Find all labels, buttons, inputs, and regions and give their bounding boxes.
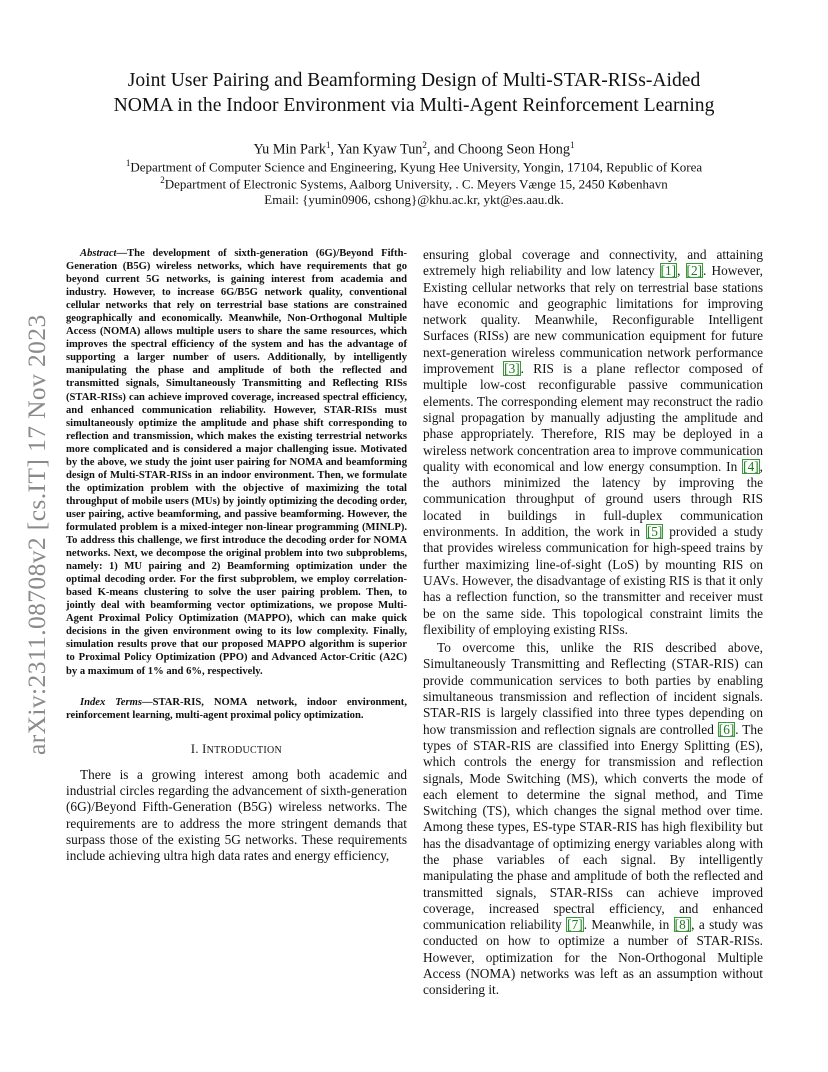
- abstract: [66, 247, 407, 678]
- citation-link[interactable]: [8]: [674, 917, 691, 933]
- citation-link[interactable]: [6]: [718, 721, 735, 737]
- author-name: Yu Min Park: [253, 141, 327, 158]
- body-paragraph: [423, 640, 763, 999]
- title-line-2: NOMA in the Indoor Environment via Multi-Agent Reinforcement Learning: [113, 95, 715, 116]
- text-run: provided a study that provides wireless communication for high-speed trains by further maximizing line-of-sight (LoS) by mounting RIS on UAVs. However, the disadvantage of existing RIS is that it only has a reflection function, so the transmitter and receiver must be on the same side. This topological constraint limits the flexibility of employing existing RISs.: [423, 524, 763, 637]
- index-terms-label: Index Terms: [80, 696, 142, 708]
- citation-link[interactable]: [3]: [504, 361, 520, 377]
- right-column: [423, 247, 763, 999]
- affiliation-mark: 2: [160, 175, 165, 185]
- affiliation-text: Department of Computer Science and Engineering, Kyung Hee University, Yongin, 17104, Republic of Korea: [130, 159, 703, 175]
- author-list: Yu Min Park$^1$, Yan Kyaw Tun$^2$, and Choong Seon Hong$^1$: [253, 140, 575, 158]
- intro-paragraph: There is a growing interest among both academic and industrial circles regarding the advancement of sixth-generation (6G)/Beyond Fifth-Generation (B5G) wireless networks. The requirements are to address the more stringent demands that surpass those of the existing 5G networks. These requirements include achieving ultra high data rates and energy efficiency,: [66, 766, 407, 864]
- arxiv-identifier: arXiv:2311.08708v2 [cs.IT] 17 Nov 2023: [22, 314, 51, 755]
- citation-link[interactable]: [1]: [660, 263, 677, 279]
- text-run: . RIS is a plane reflector composed of multiple low-cost reconfigurable passive communication elements. The corresponding element may reconstruct the radio signal propagation by manually adjusting the amplitude and phase appropriately. Therefore, RIS may be deployed in a wireless network concentration area to improve communication quality with economical and low energy consumption. In: [423, 361, 763, 474]
- text-run: . The types of STAR-RIS are classified into Energy Splitting (ES), which controls the energy for transmission and reflection signals, Mode Switching (MS), which converts the mode of each element to determine the signal method, and Time Switching (TS), which changes the signal method over time. Among these types, ES-type STAR-RIS has high flexibility but has the disadvantage of optimizing energy variables along with the phase variables of each signal. By intelligently manipulating the phase and amplitude of both the reflected and transmitted signals, STAR-RISs can achieve improved coverage, increased spectral efficiency, and enhanced communication reliability: [423, 721, 763, 933]
- author-name: Choong Seon Hong: [458, 141, 570, 158]
- abstract-text: —The development of sixth-generation (6G)/Beyond Fifth-Generation (B5G) wireless networks, which have requirements that go beyond current 5G networks, is gaining interest from academia and industry. However, to increase 6G/B5G network quality, conventional cellular networks that rely on terrestrial base stations are constrained geographically and economically. Meanwhile, Non-Orthogonal Multiple Access (NOMA) allows multiple users to share the same resources, which improves the spectral efficiency of the system and has the advantage of supporting a larger number of users. Additionally, by intelligently manipulating the phase and amplitude of both the reflected and transmitted signals, Simultaneously Transmitting and Reflecting RISs (STAR-RISs) can achieve improved coverage, increased spectral efficiency, and enhanced communication reliability. However, STAR-RISs must simultaneously optimize the amplitude and phase shift corresponding to reflection and transmission, which makes the existing terrestrial networks more complicated and is considered a major challenging issue. Motivated by the above, we study the joint user pairing for NOMA and beamforming design of Multi-STAR-RISs in an indoor environment. Then, we formulate the optimization problem with the objective of maximizing the total throughput of mobile users (MUs) by jointly optimizing the decoding order, user pairing, active beamforming, and passive beamforming. However, the formulated problem is a mixed-integer non-linear programming (MINLP). To address this challenge, we first introduce the decoding order for NOMA networks. Next, we decompose the original problem into two subproblems, namely: 1) MU pairing and 2) Beamforming optimization under the optimal decoding order. For the first subproblem, we employ correlation-based K-means clustering to solve the user pairing problem. Then, to jointly deal with beamforming vector optimizations, we propose Multi-Agent Proximal Policy Optimization (MAPPO), which can make quick decisions in the given environment owing to its low complexity. Finally, simulation results prove that our proposed MAPPO algorithm is superior to Proximal Policy Optimization (PPO) and Advanced Actor-Critic (A2C) by a maximum of 1% and 6%, respectively.: [66, 248, 407, 677]
- affiliation-mark: 1: [569, 140, 575, 150]
- text-run: . However, Existing cellular networks that rely on terrestrial base stations have economic and geographic limitations for improving network quality. Meanwhile, Reconfigurable Intelligent Surfaces (RISs) are new communication equipment for future next-generation wireless communication network performance improvement: [423, 263, 763, 377]
- affiliation-mark: 1: [326, 140, 331, 150]
- affiliation-text: Department of Electronic Systems, Aalborg University, . C. Meyers Vænge 15, 2450 København: [164, 176, 668, 192]
- affiliation-mark: 1: [125, 158, 131, 168]
- affiliation-1: [60, 158, 768, 175]
- paper-title: [60, 68, 768, 118]
- abstract-label: Abstract: [80, 248, 117, 259]
- left-column: [66, 247, 407, 864]
- index-terms-text: —STAR-RIS, NOMA network, indoor environment, reinforcement learning, multi-agent proximal policy optimization.: [66, 696, 407, 721]
- citation-link[interactable]: [7]: [567, 917, 583, 933]
- email-line: Email: {yumin0906, cshong}@khu.ac.kr, ykt@es.aau.dk.: [264, 192, 564, 207]
- author-name: Yan Kyaw Tun: [337, 141, 423, 158]
- affiliation-mark: 2: [422, 140, 427, 150]
- citation-link[interactable]: [2]: [686, 263, 703, 279]
- section-heading: I. INTRODUCTION: [190, 741, 283, 756]
- text-run: To overcome this, unlike the RIS described above, Simultaneously Transmitting and Reflecting (STAR-RIS) can provide communication services to both parties by enabling simultaneous transmission and reflection of incident signals. STAR-RIS is largely classified into three types depending on how transmission and reflection signals are controlled: [423, 640, 763, 737]
- text-run: . Meanwhile, in: [583, 917, 674, 933]
- citation-link[interactable]: [4]: [743, 458, 759, 474]
- text-run: , the authors minimized the latency by improving the communication throughput of ground users through RIS located in buildings in full-duplex communication environments. In addition, the work in: [423, 458, 763, 540]
- author-separator: , and: [426, 141, 459, 158]
- text-run: ensuring global coverage and connectivity, and attaining extremely high reliability and low latency: [423, 247, 763, 279]
- index-terms: [66, 696, 407, 722]
- text-run: , a study was conducted on how to optimize a number of STAR-RISs. However, optimization for the Non-Orthogonal Multiple Access (NOMA) networks was left as an assumption without considering it.: [423, 917, 764, 998]
- body-paragraph: [423, 247, 763, 638]
- text-run: ,: [677, 263, 686, 279]
- affiliation-2: [60, 175, 768, 192]
- title-line-1: Joint User Pairing and Beamforming Design of Multi-STAR-RISs-Aided: [127, 70, 701, 91]
- citation-link[interactable]: [5]: [646, 524, 663, 540]
